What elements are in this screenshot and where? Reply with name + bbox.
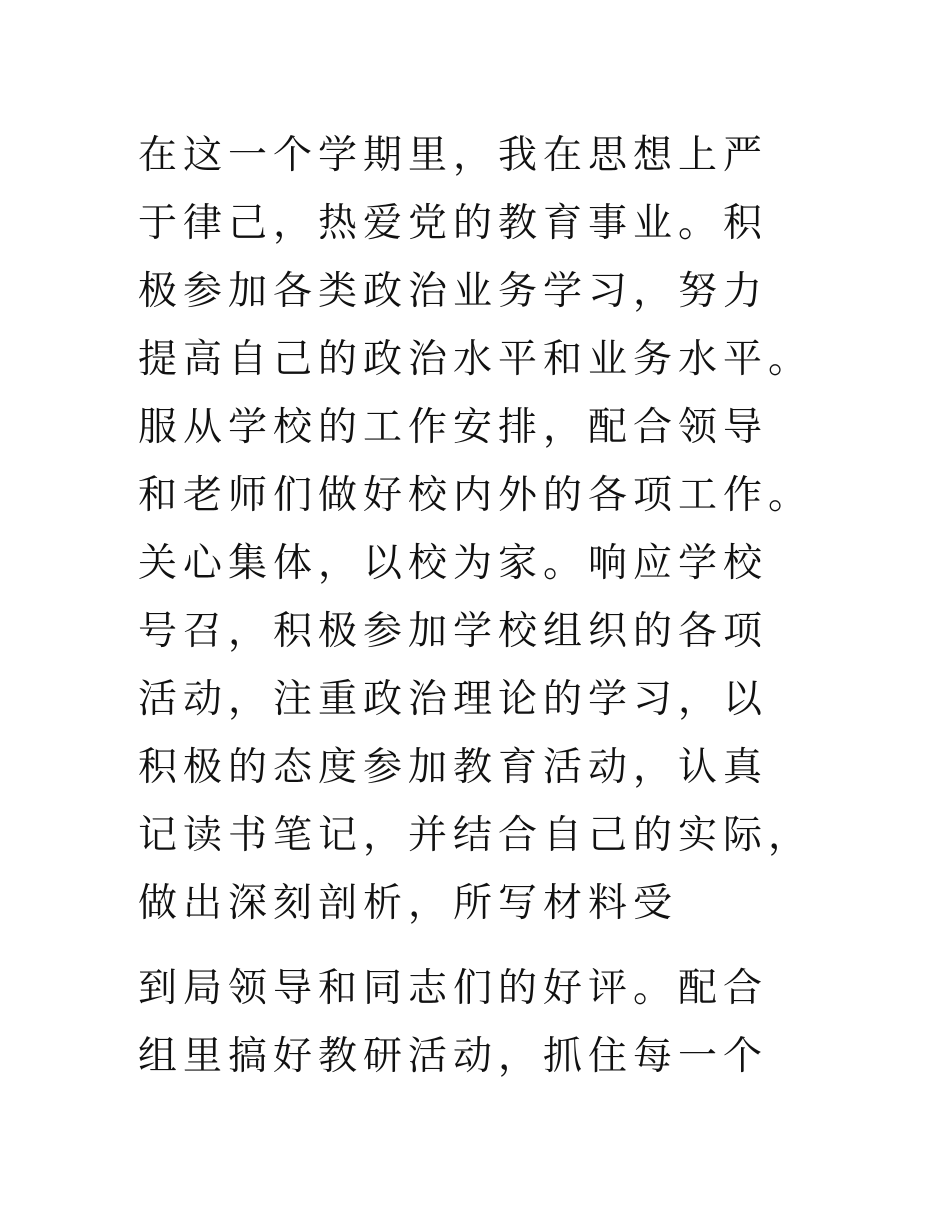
body-paragraph [138,955,768,1091]
body-paragraph [138,122,813,938]
text-line: 服从学校的工作安排，配合领导 [138,405,769,450]
text-line: 在这一个学期里，我在思想上严 [138,133,769,178]
text-line: 和老师们做好校内外的各项工作。 [138,473,814,518]
text-line: 记读书笔记，并结合自己的实际， [138,813,814,858]
text-line: 到局领导和同志们的好评。配合 [138,966,769,1011]
text-line: 活动，注重政治理论的学习，以 [138,677,769,722]
text-line: 组里搞好教研活动，抓住每一个 [138,1034,769,1079]
text-line: 于律己，热爱党的教育事业。积 [138,201,769,246]
text-line: 提高自己的政治水平和业务水平。 [138,337,814,382]
text-line: 积极的态度参加教育活动，认真 [138,745,769,790]
text-line: 关心集体，以校为家。响应学校 [138,541,769,586]
text-line: 号召，积极参加学校组织的各项 [138,609,769,654]
text-line: 极参加各类政治业务学习，努力 [138,269,769,314]
text-line: 做出深刻剖析，所写材料受 [138,881,679,926]
